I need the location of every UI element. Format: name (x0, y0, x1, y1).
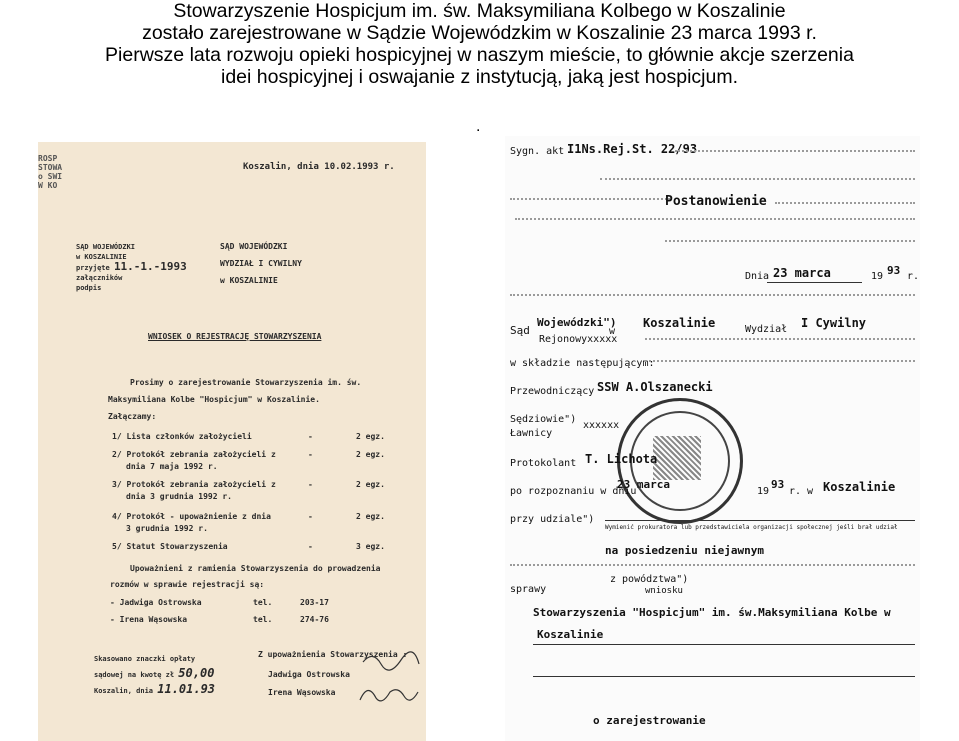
hearing-year: 93 (771, 478, 785, 491)
attachment-4-dash: - (308, 512, 313, 521)
faded-print (645, 338, 915, 344)
fee-date: 11.01.93 (157, 682, 216, 696)
case-subject: o zarejestrowanie (593, 714, 706, 727)
signatory-1: Jadwiga Ostrowska (268, 670, 350, 679)
decision-title: Postanowienie (665, 194, 767, 209)
decision-year-suffix: r. (907, 271, 920, 282)
corner-stamp (38, 154, 62, 190)
fee-stamp-line: sądowej na kwotę zł (94, 671, 175, 679)
judges-label: Sędziowie") (510, 414, 577, 425)
signature-header: Z upoważnienia Stowarzyszenia : (258, 650, 408, 659)
underline (533, 644, 915, 645)
attachment-3-label: 3/ Protokół zebrania założycieli z (112, 480, 276, 489)
attachment-4-label: 4/ Protokół - upoważnienie z dnia (112, 512, 271, 521)
signatory-2: Irena Wąsowska (268, 688, 336, 697)
fee-amount: 50,00 (178, 666, 215, 680)
corner-stamp-line: STOWA (38, 163, 63, 172)
person-2-tel-label: tel. (253, 615, 273, 624)
stamp-label: podpis (76, 284, 102, 292)
attachment-2-dash: - (308, 450, 313, 459)
attachment-1-dash: - (308, 432, 313, 441)
petition-type: z powództwa") (610, 574, 689, 585)
faded-print (775, 202, 915, 208)
heading-line-3: Pierwsze lata rozwoju opieki hospicyjnej w naszym mieście, to głównie akcje szerzenia (105, 44, 854, 66)
decision-year-prefix: 19 (871, 271, 884, 282)
attachment-4-count: 2 egz. (356, 512, 385, 521)
decision-date-label: Dnia (745, 271, 770, 282)
attachment-5-count: 3 egz. (356, 542, 385, 551)
underline (533, 676, 915, 677)
court-seal-emblem (653, 436, 701, 480)
attachment-3-count: 2 egz. (356, 480, 385, 489)
attachment-4-label-cont: 3 grudnia 1992 r. (126, 524, 208, 533)
underline (605, 520, 915, 521)
court-city: Koszalinie (643, 316, 716, 330)
hearing-year-prefix: 19 (757, 486, 770, 497)
case-label: sprawy (510, 584, 547, 595)
attachment-2-label: 2/ Protokół zebrania założycieli z (112, 450, 276, 459)
fee-stamp-line: Skasowano znaczki opłaty (94, 655, 196, 663)
attachment-2-label-cont: dnia 7 maja 1992 r. (126, 462, 218, 471)
request-text-2: Maksymiliana Kolbe "Hospicjum" w Koszalinie. (108, 395, 320, 404)
case-number: I1Ns.Rej.St. 22/93 (567, 142, 698, 156)
attachment-3-dash: - (308, 480, 313, 489)
addressee-line: w KOSZALINIE (220, 276, 278, 285)
court-received-stamp (76, 242, 187, 293)
page-heading (0, 0, 959, 88)
stamp-line: SĄD WOJEWÓDZKI (76, 243, 136, 251)
faded-print (515, 218, 915, 224)
participants-label: przy udziale") (510, 514, 595, 525)
authorized-text-2: rozmów w sprawie rejestracji są: (110, 580, 265, 589)
request-text-1: Prosimy o zarejestrowanie Stowarzyszenia im. św. (130, 378, 362, 387)
attachment-1-count: 2 egz. (356, 432, 385, 441)
addressee-line: WYDZIAŁ I CYWILNY (220, 259, 302, 268)
attachment-3-label-cont: dnia 3 grudnia 1992 r. (126, 492, 232, 501)
fee-stamp-line: Koszalin, dnia (94, 687, 154, 695)
faded-print (600, 178, 915, 184)
corner-stamp-line: ROSP (38, 154, 58, 163)
hearing-city: Koszalinie (823, 480, 896, 494)
attachment-2-count: 2 egz. (356, 450, 385, 459)
heading-line-1: Stowarzyszenie Hospicjum im. św. Maksymiliana Kolbego w Koszalinie (173, 0, 786, 22)
hearing-year-suffix: r. w (789, 486, 814, 497)
attachment-1-label: 1/ Lista członków założycieli (112, 432, 252, 441)
corner-stamp-line: W KO (38, 181, 58, 190)
judges-value: xxxxxx (583, 420, 620, 431)
case-number-label: Sygn. akt (510, 146, 565, 157)
person-2-tel: 274-76 (300, 615, 329, 624)
stamp-label: załączników (76, 274, 123, 282)
faded-print (675, 150, 915, 156)
heading-line-4: idei hospicyjnej i oswajanie z instytucją, jaką jest hospicjum. (221, 66, 738, 88)
addressee-line: SĄD WOJEWÓDZKI (220, 242, 288, 251)
authorized-text-1: Upoważnieni z ramienia Stowarzyszenia do prowadzenia (130, 564, 381, 573)
court-type: Wojewódzki") (537, 316, 617, 329)
lay-judges-label: Ławnicy (510, 428, 553, 439)
faded-print (510, 294, 915, 300)
person-1-name: - Jadwiga Ostrowska (110, 598, 202, 607)
party-name-2: Koszalinie (537, 628, 604, 641)
composition-label: w składzie następującym: (510, 358, 655, 369)
court-decision-scan (505, 136, 920, 741)
separator-dot: . (476, 118, 481, 135)
division-value: I Cywilny (801, 316, 867, 330)
attachments-label: Załączamy: (108, 412, 157, 421)
attachment-5-dash: - (308, 542, 313, 551)
registration-request-scan (38, 142, 426, 741)
faded-print (510, 564, 915, 570)
decision-date: 23 marca (773, 266, 831, 280)
person-1-tel: 203-17 (300, 598, 329, 607)
faded-print (510, 198, 670, 204)
heading-line-2: zostało zarejestrowane w Sądzie Wojewódzkim w Koszalinie 23 marca 1993 r. (142, 22, 817, 44)
court-w: w (609, 326, 616, 337)
presiding-judge: SSW A.Olszanecki (597, 380, 713, 394)
attachment-5-label: 5/ Statut Stowarzyszenia (112, 542, 228, 551)
letter-date: Koszalin, dnia 10.02.1993 r. (243, 162, 395, 172)
session-type: na posiedzeniu niejawnym (605, 544, 764, 557)
petition-type-2: wniosku (645, 586, 683, 596)
request-subject: WNIOSEK O REJESTRACJĘ STOWARZYSZENIA (148, 332, 322, 341)
person-2-name: - Irena Wąsowska (110, 615, 188, 624)
underline (767, 282, 862, 283)
faded-print (665, 240, 915, 246)
division-label: Wydział (745, 324, 788, 335)
corner-stamp-line: o SWI (38, 172, 63, 181)
party-name-1: Stowarzyszenia "Hospicjum" im. św.Maksymiliana Kolbe w (533, 606, 891, 619)
person-1-tel-label: tel. (253, 598, 273, 607)
hearing-label: po rozpoznaniu w dniu (510, 486, 637, 497)
clerk-name: T. Lichota (585, 452, 658, 466)
presiding-label: Przewodniczący (510, 386, 595, 397)
stamp-received-date: 11.-1.-1993 (113, 260, 187, 273)
stamp-label: przyjęte (76, 264, 110, 272)
fee-stamp (94, 652, 215, 698)
court-label: Sąd (510, 324, 530, 337)
hearing-date: 23 marca (617, 478, 670, 491)
decision-year: 93 (887, 264, 901, 277)
faded-print (645, 360, 915, 366)
handwritten-signatures (358, 642, 424, 712)
addressee (220, 238, 302, 289)
stamp-line: w KOSZALINIE (76, 253, 127, 261)
clerk-label: Protokolant (510, 458, 577, 469)
footnote: Wymienić prokuratora lub przedstawiciela organizacji społecznej jeśli brał udział (605, 524, 898, 531)
struck-rejonowy: Rejonowyxxxxx (539, 334, 618, 345)
